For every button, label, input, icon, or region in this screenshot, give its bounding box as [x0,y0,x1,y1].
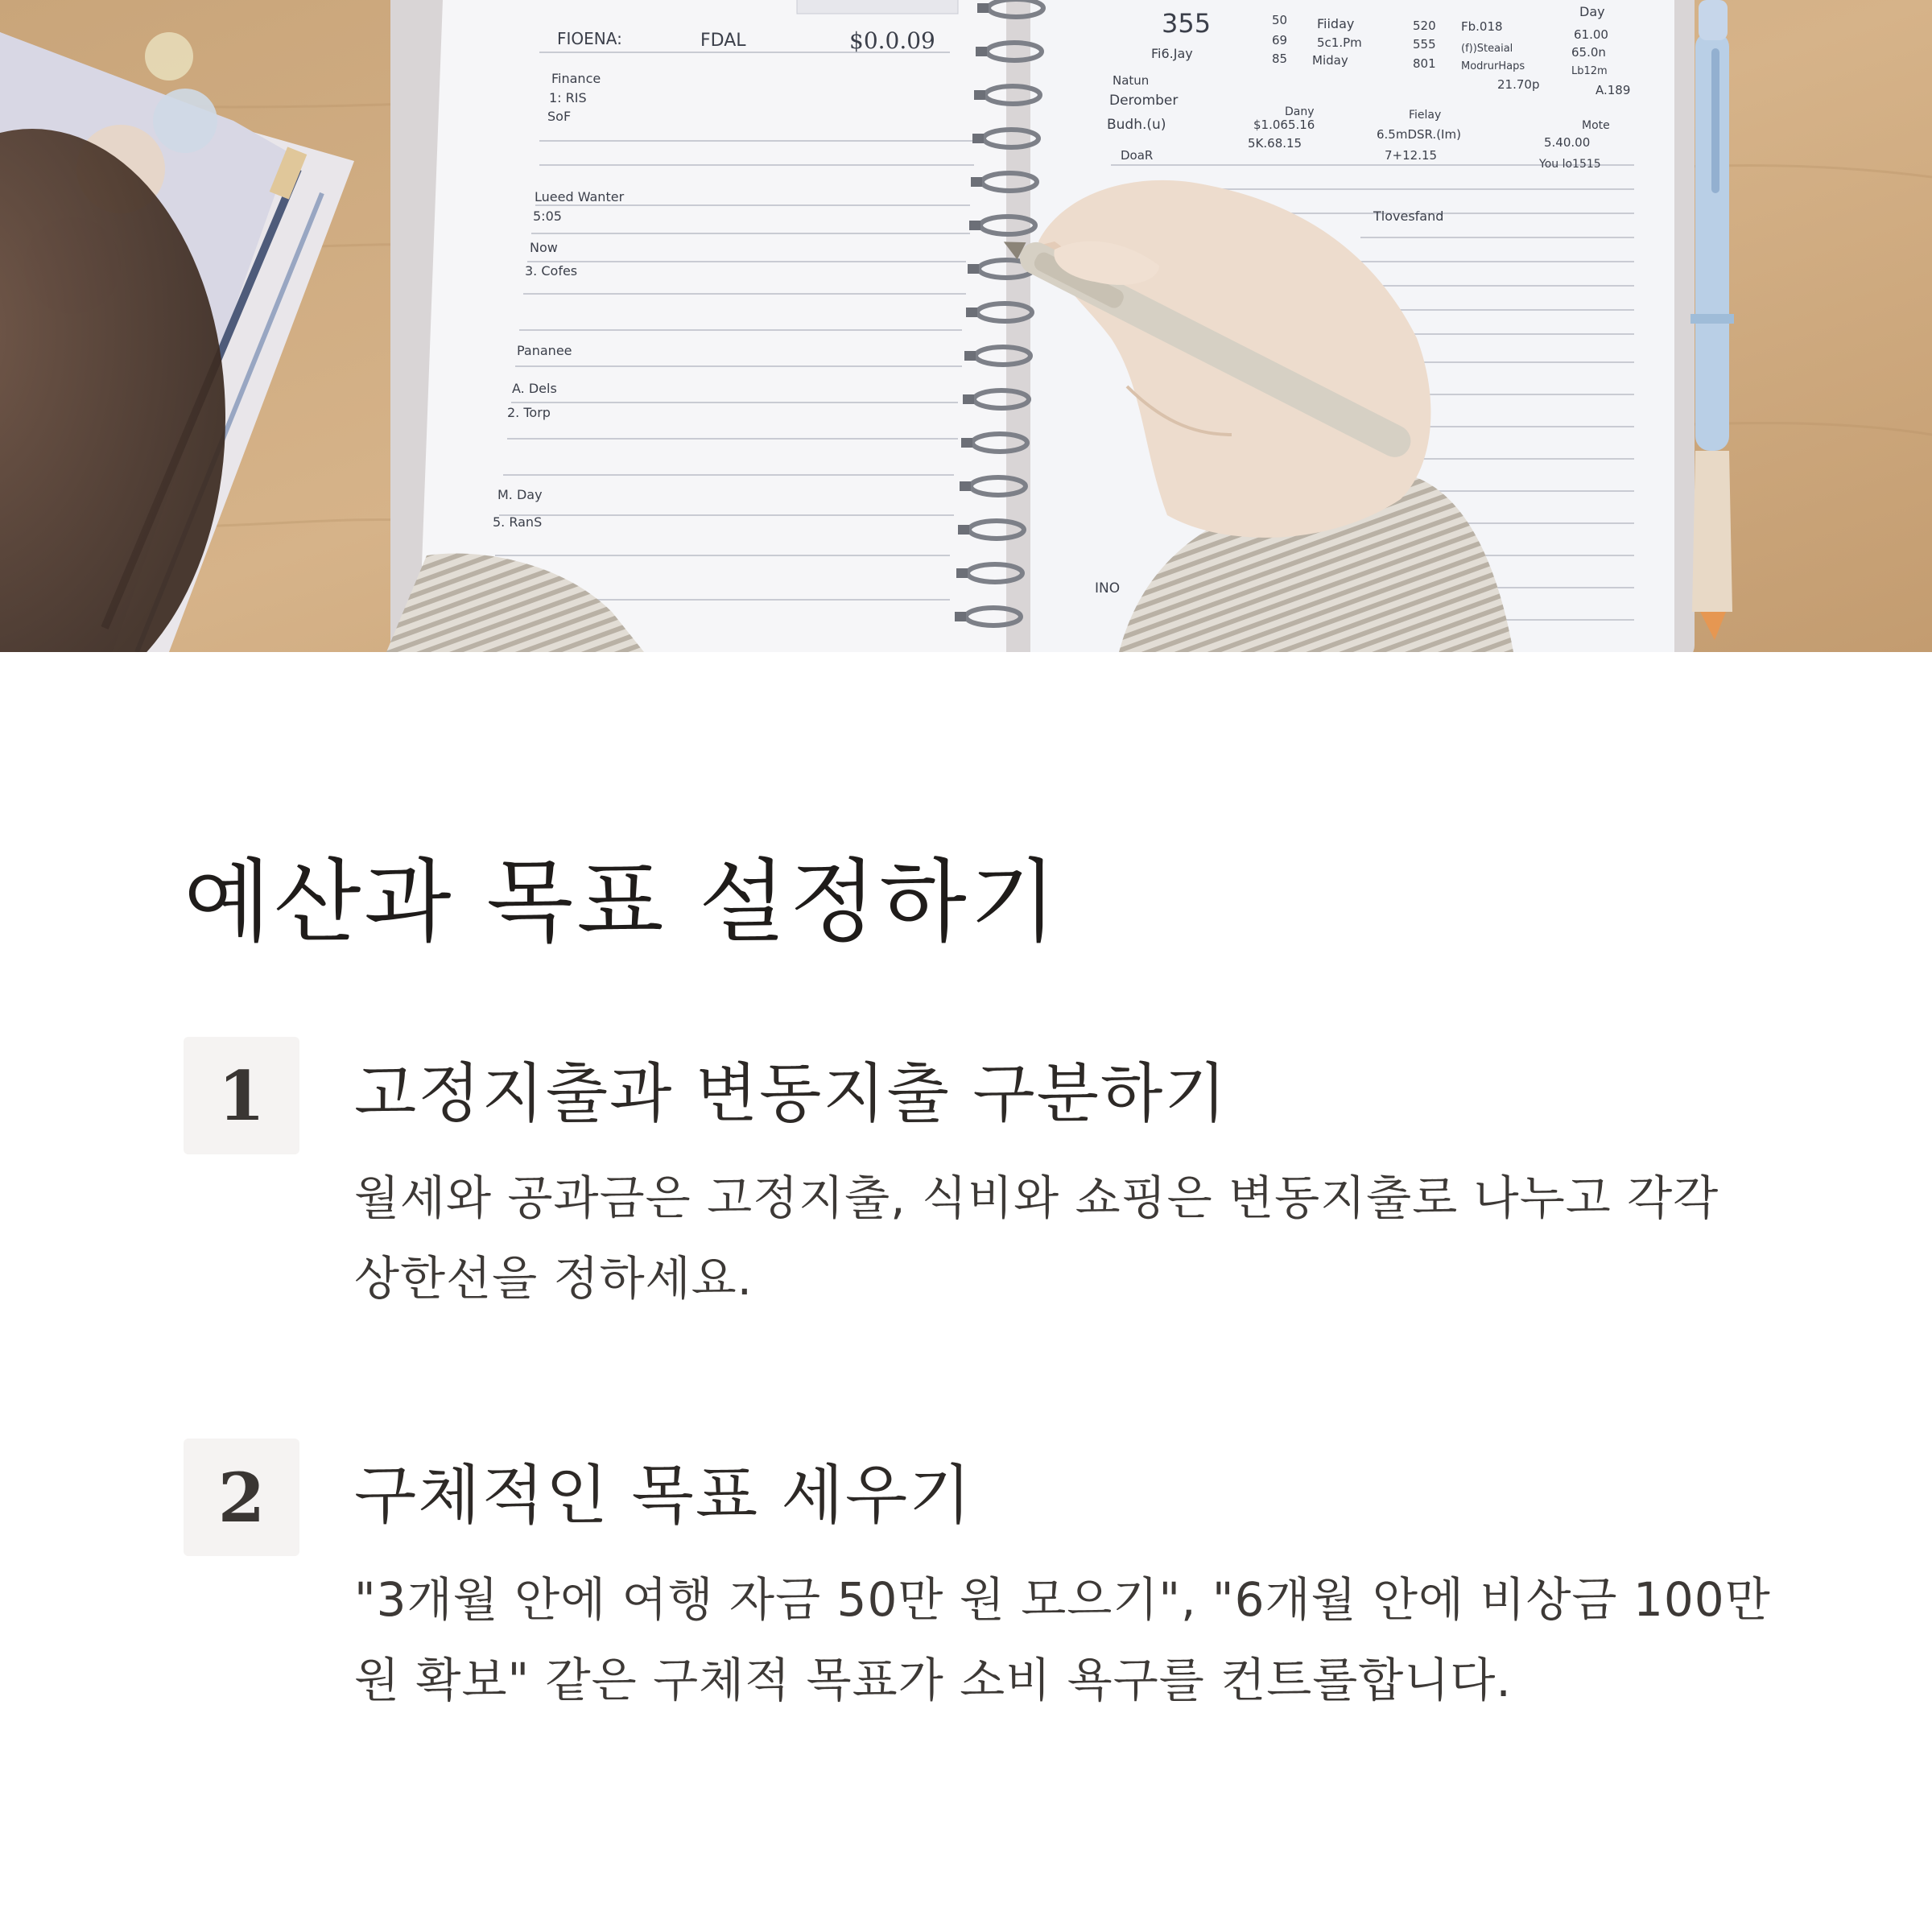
note-text: 555 [1413,37,1436,52]
note-text: Pananee [517,343,572,358]
note-text: FIOENA: [557,29,622,48]
note-text: You lo1515 [1539,158,1601,171]
note-text: Mote [1582,119,1610,132]
note-text: 1: RIS [549,90,587,105]
spiral-hole [974,90,985,100]
note-text: 355 [1162,8,1212,39]
spiral-hole [969,221,980,230]
note-text: 520 [1413,19,1436,33]
spiral-hole [966,308,977,317]
note-text: A.189 [1596,83,1631,97]
note-text: Day [1579,4,1605,19]
hero-photo [0,0,1932,652]
note-text: (f))Steaial [1461,43,1513,55]
note-text: Finance [551,71,601,86]
note-text: Lb12m [1571,65,1608,77]
note-text: 21.70p [1497,77,1540,92]
step-description: "3개월 안에 여행 자금 50만 원 모으기", "6개월 안에 비상금 100만 원 확보" 같은 구체적 목표가 소비 욕구를 컨트롤합니다. [354,1572,1771,1707]
note-text: Lueed Wanter [535,189,625,204]
step-number-badge: 1 [184,1037,299,1154]
spiral-hole [972,134,984,143]
note-text: FDAL [700,31,746,51]
step-heading: 구체적인 목표 세우기 [354,1458,973,1533]
note-text: Dany [1285,105,1315,118]
step-description: 월세와 공과금은 고정지출, 식비와 쇼핑은 변동지출로 나누고 각각 상한선을 정하세요. [354,1170,1719,1306]
spiral-hole [960,481,971,491]
note-text: 6.5mDSR.(Im) [1377,127,1461,142]
spiral-hole [956,568,968,578]
note-text: 2. Torp [507,405,551,420]
spiral-hole [958,525,969,535]
spiral-hole [977,3,989,13]
note-text: 7+12.15 [1385,148,1438,163]
blue-pen [1690,0,1734,640]
note-text: Natun [1113,73,1150,88]
spiral-hole [976,47,987,56]
note-text: 801 [1413,56,1436,71]
note-text: 65.0n [1571,45,1606,60]
note-text: Fielay [1409,109,1442,122]
spiral-hole [955,612,966,621]
note-text: $0.0.09 [849,27,935,54]
note-text: 5K.68.15 [1248,136,1302,151]
spiral-hole [971,177,982,187]
note-text: 5c1.Pm [1317,35,1362,50]
note-text: Budh.(u) [1107,117,1166,133]
note-text: Fi6.Jay [1151,46,1193,61]
note-text: 5:05 [533,208,562,224]
note-text: Deromber [1109,93,1179,109]
note-text: 69 [1272,33,1288,47]
note-text: A. Dels [512,381,557,396]
step-heading: 고정지출과 변동지출 구분하기 [354,1056,1228,1131]
note-text: Now [530,240,558,255]
note-text: INO [1095,580,1121,597]
page-title: 예산과 목표 설정하기 [184,850,1060,955]
note-text: Fb.018 [1461,19,1503,34]
note-text: SoF [547,109,572,124]
planner-photo-illustration [0,0,1932,652]
note-text: M. Day [497,487,543,502]
note-text: 50 [1272,13,1288,27]
step-number-badge: 2 [184,1439,299,1556]
note-text: DoaR [1121,148,1154,163]
note-text: 3. Cofes [525,263,578,279]
note-text: ModrurHaps [1461,60,1525,72]
note-text: $1.065.16 [1253,118,1315,132]
spiral-hole [961,438,972,448]
spiral-hole [968,264,979,274]
note-text: Miday [1312,53,1348,68]
note-text: Fiiday [1317,16,1355,31]
note-text: 85 [1272,52,1288,66]
note-text: 61.00 [1574,27,1608,42]
note-text: 5.40.00 [1544,135,1591,150]
note-text: 5. RanS [493,514,543,530]
spiral-hole [964,351,976,361]
note-text: Tlovesfand [1373,208,1444,224]
spiral-hole [963,394,974,404]
